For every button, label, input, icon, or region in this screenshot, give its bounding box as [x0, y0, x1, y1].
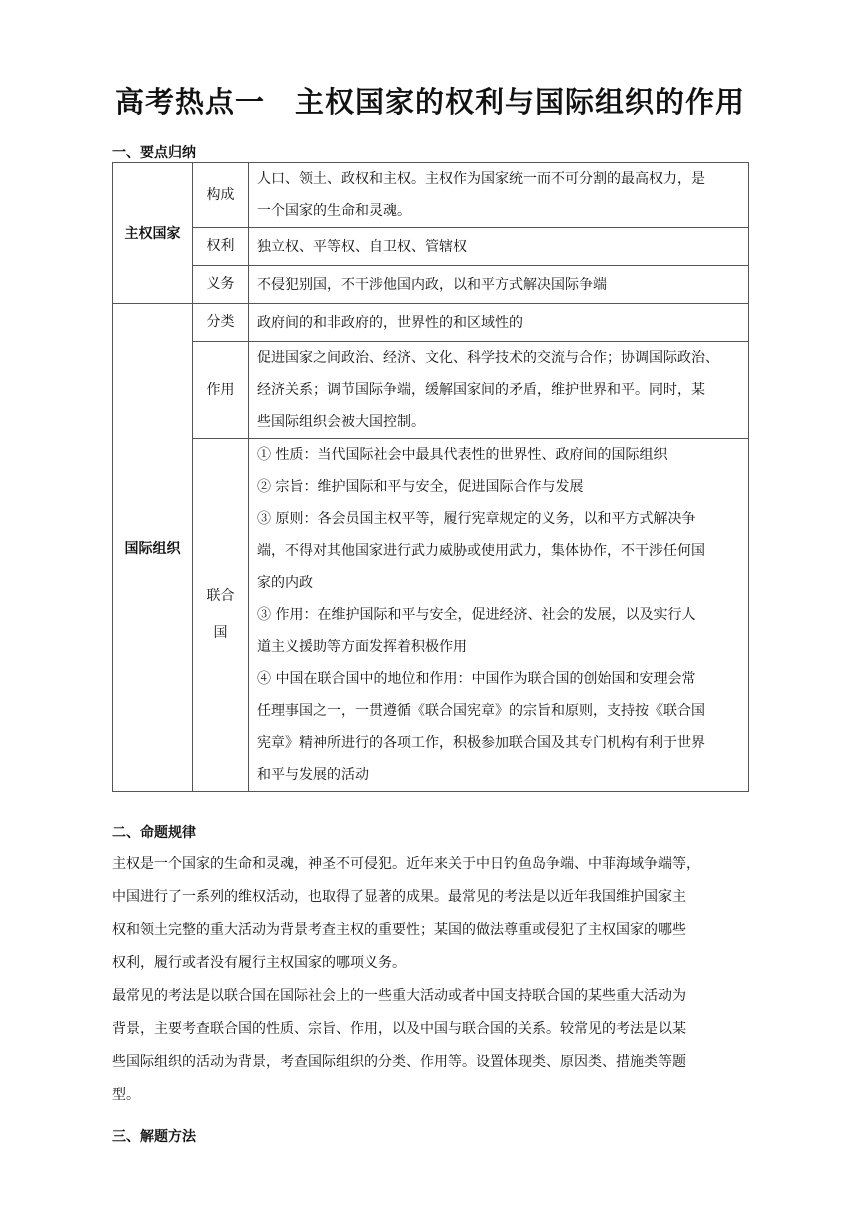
text-line: 联合	[206, 588, 235, 604]
row-content	[249, 163, 749, 228]
table-row	[113, 163, 749, 228]
text-line: 家的内政	[257, 575, 313, 591]
text-line: 主权是一个国家的生命和灵魂，神圣不可侵犯。近年来关于中日钓鱼岛争端、中菲海域争端等，	[112, 856, 700, 872]
text-line: 人口、领土、政权和主权。主权作为国家统一而不可分割的最高权力，是	[257, 171, 705, 187]
text-line: 宪章》精神所进行的各项工作，积极参加联合国及其专门机构有利于世界	[257, 735, 705, 751]
table-row	[113, 439, 749, 792]
text-line: ④ 中国在联合国中的地位和作用：中国作为联合国的创始国和安理会常	[257, 671, 696, 687]
text-line: 权和领土完整的重大活动为背景考查主权的重要性；某国的做法尊重或侵犯了主权国家的哪些	[112, 922, 686, 938]
row-content	[249, 228, 749, 266]
row-content	[249, 342, 749, 439]
text-line: 背景，主要考查联合国的性质、宗旨、作用，以及中国与联合国的关系。较常见的考法是以某	[112, 1021, 686, 1037]
row-content	[249, 304, 749, 342]
row-label: 构成	[193, 163, 249, 228]
row-label: 权利	[193, 228, 249, 266]
text-line: 不侵犯别国，不干涉他国内政，以和平方式解决国际争端	[257, 276, 607, 293]
row-label: 作用	[193, 342, 249, 439]
text-line: ③ 原则：各会员国主权平等，履行宪章规定的义务，以和平方式解决争	[257, 511, 696, 527]
section-heading-exam-pattern: 二、命题规律	[112, 825, 196, 841]
table-row	[113, 228, 749, 266]
text-line: 些国际组织的活动为背景，考查国际组织的分类、作用等。设置体现类、原因类、措施类等题	[112, 1054, 686, 1070]
text-line: 任理事国之一，一贯遵循《联合国宪章》的宗旨和原则，支持按《联合国	[257, 703, 705, 719]
paragraph-sovereignty	[112, 848, 752, 980]
text-line: 些国际组织会被大国控制。	[257, 414, 425, 430]
page-title: 高考热点一 主权国家的权利与国际组织的作用	[114, 85, 745, 119]
row-content	[249, 439, 749, 792]
row-content	[249, 266, 749, 304]
text-line: 最常见的考法是以联合国在国际社会上的一些重大活动或者中国支持联合国的某些重大活动为	[112, 988, 686, 1004]
row-label	[193, 439, 249, 792]
text-line: 型。	[112, 1087, 140, 1103]
category-sovereign-state: 主权国家	[113, 163, 193, 304]
text-line: 一个国家的生命和灵魂。	[257, 203, 411, 219]
section-heading-solving-methods: 三、解题方法	[112, 1129, 196, 1145]
row-label: 义务	[193, 266, 249, 304]
text-line: ③ 作用：在维护国际和平与安全，促进经济、社会的发展，以及实行人	[257, 607, 696, 623]
text-line: ② 宗旨：维护国际和平与安全，促进国际合作与发展	[257, 479, 584, 495]
text-line: 端，不得对其他国家进行武力威胁或使用武力，集体协作，不干涉任何国	[257, 543, 705, 559]
text-line: 独立权、平等权、自卫权、管辖权	[257, 238, 467, 255]
table-row	[113, 304, 749, 342]
text-line: 权利，履行或者没有履行主权国家的哪项义务。	[112, 955, 406, 971]
text-line: 促进国家之间政治、经济、文化、科学技术的交流与合作；协调国际政治、	[257, 350, 719, 366]
section-heading-key-points: 一、要点归纳	[112, 145, 196, 161]
text-line: 和平与发展的活动	[257, 767, 369, 783]
text-line: 国	[213, 625, 228, 641]
row-label: 分类	[193, 304, 249, 342]
text-line: 道主义援助等方面发挥着积极作用	[257, 639, 467, 655]
key-points-table	[112, 162, 749, 792]
text-line: 中国进行了一系列的维权活动，也取得了显著的成果。最常见的考法是以近年我国维护国家主	[112, 889, 686, 905]
table-row	[113, 266, 749, 304]
paragraph-un	[112, 980, 752, 1112]
table-row	[113, 342, 749, 439]
text-line: 政府间的和非政府的，世界性的和区域性的	[257, 314, 523, 331]
text-line: 经济关系；调节国际争端，缓解国家间的矛盾，维护世界和平。同时，某	[257, 382, 705, 398]
text-line: ① 性质：当代国际社会中最具代表性的世界性、政府间的国际组织	[257, 447, 668, 463]
category-intl-org: 国际组织	[113, 304, 193, 792]
